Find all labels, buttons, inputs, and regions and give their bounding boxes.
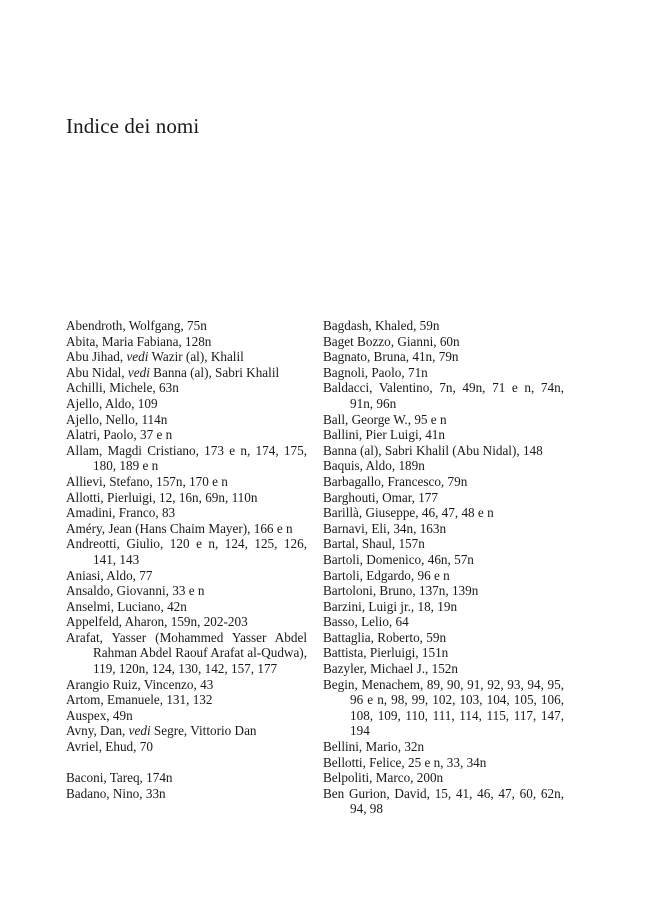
index-entry: Allotti, Pierluigi, 12, 16n, 69n, 110n <box>66 489 258 505</box>
index-entry <box>66 365 307 381</box>
index-entry: Arafat, Yasser (Mohammed Yasser Abdel Rahman Abdel Raouf Arafat al-Qudwa), 119, 120n, 124, 130, 142, 157, 177 <box>66 629 307 677</box>
index-entry: Bartoli, Edgardo, 96 e n <box>323 567 450 583</box>
index-column-left <box>66 318 307 801</box>
index-entry: Andreotti, Giulio, 120 e n, 124, 125, 126, 141, 143 <box>66 536 307 567</box>
index-entry: Alatri, Paolo, 37 e n <box>66 427 173 443</box>
index-entry: Bartoloni, Bruno, 137n, 139n <box>323 583 479 599</box>
index-entry: Baquis, Aldo, 189n <box>323 458 425 474</box>
index-entry: Arangio Ruiz, Vincenzo, 43 <box>66 676 214 692</box>
index-entry: Bagdash, Khaled, 59n <box>323 318 440 333</box>
index-entry: Bagnato, Bruna, 41n, 79n <box>323 349 459 365</box>
index-entry: Barillà, Giuseppe, 46, 47, 48 e n <box>323 505 494 521</box>
index-entry <box>66 723 307 739</box>
index-entry: Amadini, Franco, 83 <box>66 505 176 521</box>
index-entry: Bagnoli, Paolo, 71n <box>323 364 428 380</box>
index-entry: Allievi, Stefano, 157n, 170 e n <box>66 473 228 489</box>
index-entry: Appelfeld, Aharon, 159n, 202-203 <box>66 614 248 630</box>
index-entry: Avriel, Ehud, 70 <box>66 739 153 755</box>
index-entry: Artom, Emanuele, 131, 132 <box>66 692 213 708</box>
index-entry: Achilli, Michele, 63n <box>66 380 179 396</box>
index-entry: Ben Gurion, David, 15, 41, 46, 47, 60, 62n, 94, 98 <box>323 785 564 817</box>
index-entry: Bellotti, Felice, 25 e n, 33, 34n <box>323 754 487 770</box>
index-entry: Baget Bozzo, Gianni, 60n <box>323 333 460 349</box>
index-entry: Banna (al), Sabri Khalil (Abu Nidal), 148 <box>323 442 543 458</box>
cross-reference-vedi: vedi <box>127 364 150 380</box>
index-entry: Aniasi, Aldo, 77 <box>66 567 153 583</box>
page-title: Indice dei nomi <box>66 114 200 138</box>
index-entry: Barghouti, Omar, 177 <box>323 489 438 505</box>
index-entry: Bellini, Mario, 32n <box>323 739 425 755</box>
index-entry: Baconi, Tareq, 174n <box>66 770 173 786</box>
index-entry: Battista, Pierluigi, 151n <box>323 645 449 661</box>
index-entry-name: Abu Nidal, <box>66 364 128 380</box>
index-entry: Abita, Maria Fabiana, 128n <box>66 333 212 349</box>
index-entry: Ballini, Pier Luigi, 41n <box>323 427 445 443</box>
cross-reference-vedi: vedi <box>128 723 151 739</box>
index-entry: Bartal, Shaul, 157n <box>323 536 425 552</box>
index-entry: Allam, Magdi Cristiano, 173 e n, 174, 175, 180, 189 e n <box>66 442 307 474</box>
index-entry-name: Abu Jihad, <box>66 349 127 365</box>
index-entry: Ansaldo, Giovanni, 33 e n <box>66 583 205 599</box>
index-entry: Barbagallo, Francesco, 79n <box>323 473 468 489</box>
index-entry: Abendroth, Wolfgang, 75n <box>66 318 207 333</box>
index-entry: Ball, George W., 95 e n <box>323 411 447 427</box>
index-entry: Ajello, Nello, 114n <box>66 411 168 427</box>
index-entry-reference: Banna (al), Sabri Khalil <box>149 364 280 380</box>
index-entry: Basso, Lelio, 64 <box>323 614 409 630</box>
index-entry: Bartoli, Domenico, 46n, 57n <box>323 551 474 567</box>
index-entry: Bazyler, Michael J., 152n <box>323 661 458 677</box>
index-entry: Badano, Nino, 33n <box>66 785 166 801</box>
index-entry-reference: Segre, Vittorio Dan <box>150 723 257 739</box>
index-entry: Anselmi, Luciano, 42n <box>66 598 187 614</box>
index-entry: Battaglia, Roberto, 59n <box>323 629 447 645</box>
index-entry-name: Avny, Dan, <box>66 723 129 739</box>
index-entry: Barzini, Luigi jr., 18, 19n <box>323 598 458 614</box>
index-entry: Auspex, 49n <box>66 707 133 723</box>
index-letter-gap <box>66 755 307 771</box>
index-entry: Barnavi, Eli, 34n, 163n <box>323 520 447 536</box>
index-entry: Belpoliti, Marco, 200n <box>323 770 444 786</box>
cross-reference-vedi: vedi <box>126 349 149 365</box>
index-entry: Baldacci, Valentino, 7n, 49n, 71 e n, 74n, 91n, 96n <box>323 380 564 411</box>
index-entry <box>66 349 307 365</box>
index-entry: Améry, Jean (Hans Chaim Mayer), 166 e n <box>66 520 293 536</box>
index-entry: Ajello, Aldo, 109 <box>66 395 158 411</box>
index-entry: Begin, Menachem, 89, 90, 91, 92, 93, 94, 95, 96 e n, 98, 99, 102, 103, 104, 105, 106, 108, 109, 110, 111, 114, 115, 117, 147, 194 <box>323 676 564 739</box>
index-entry-reference: Wazir (al), Khalil <box>148 349 244 365</box>
index-column-right <box>323 318 564 817</box>
